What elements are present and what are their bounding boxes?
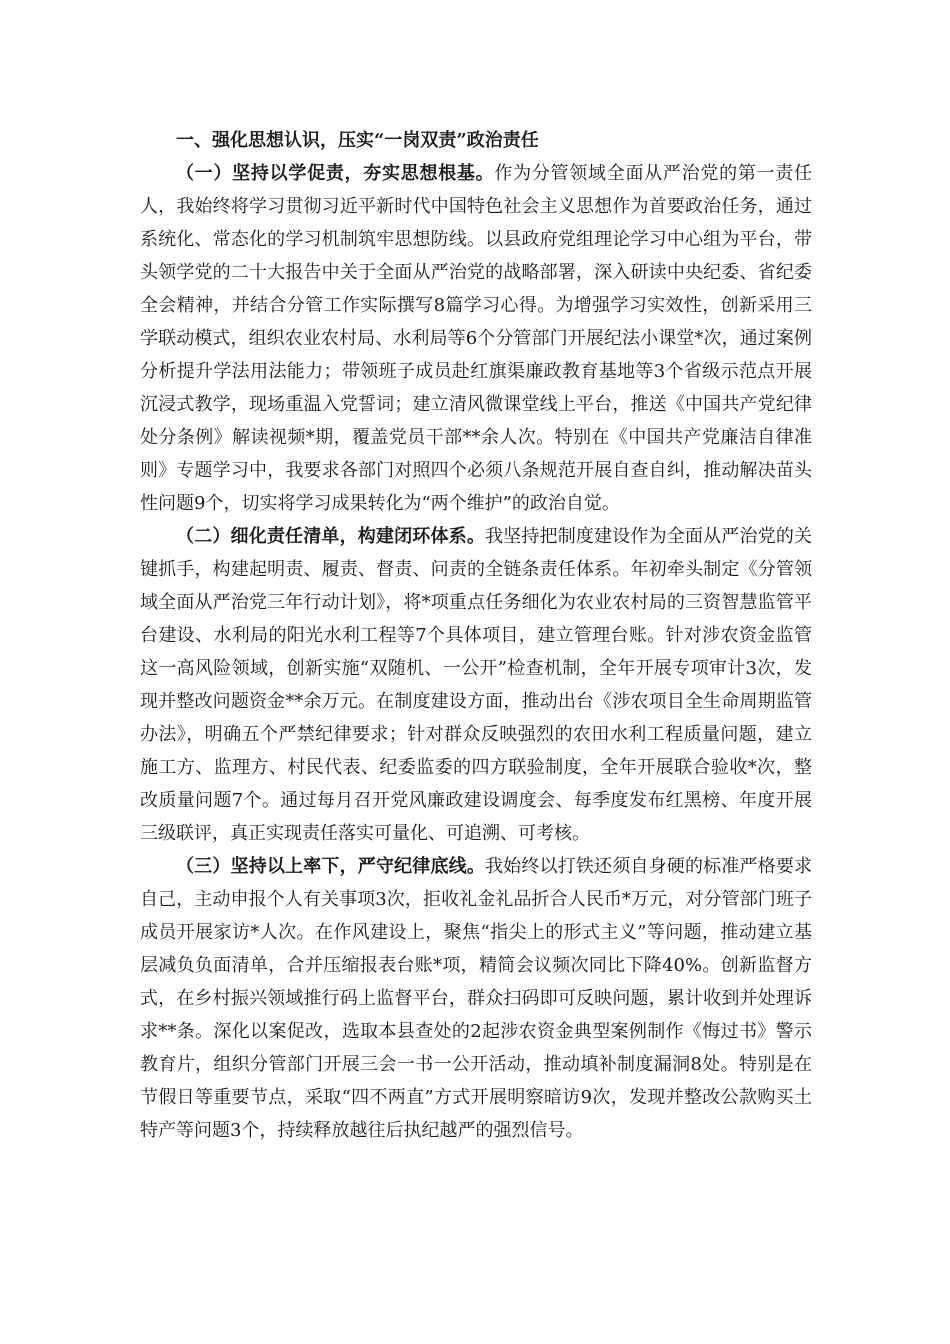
paragraph-lead: （一）坚持以学促责，夯实思想根基。 xyxy=(176,163,495,184)
paragraph-discipline xyxy=(140,850,812,1147)
paragraph-body: 我始终以打铁还须自身硬的标准严格要求自己，主动申报个人有关事项3次，拒收礼金礼品折合人民币*万元，对分管部门班子成员开展家访*人次。在作风建设上，聚焦“指尖上的形式主义”等问题，推动建立基层减负负面清单，合并压缩报表台账*项，精简会议频次同比下降40%。创新监督方式，在乡村振兴领域推行码上监督平台，群众扫码即可反映问题，累计收到并处理诉求**条。深化以案促改，选取本县查处的2起涉农资金典型案例制作《悔过书》警示教育片，组织分管部门开展三会一书一公开活动，推动填补制度漏洞8处。特别是在节假日等重要节点，采取“四不两直”方式开展明察暗访9次，发现并整改公款购买土特产等问题3个，持续释放越往后执纪越严的强烈信号。 xyxy=(140,856,812,1141)
paragraph-responsibility-list xyxy=(140,520,812,850)
section-title: 一、强化思想认识，压实“一岗双责”政治责任 xyxy=(176,130,539,151)
paragraph-study-responsibility xyxy=(140,157,812,520)
paragraph-body: 我坚持把制度建设作为全面从严治党的关键抓手，构建起明责、履责、督责、问责的全链条责任体系。年初牵头制定《分管领域全面从严治党三年行动计划》，将*项重点任务细化为农业农村局的三资智慧监管平台建设、水利局的阳光水利工程等7个具体项目，建立管理台账。针对涉农资金监管这一高风险领域，创新实施“双随机、一公开”检查机制，全年开展专项审计3次，发现并整改问题资金**余万元。在制度建设方面，推动出台《涉农项目全生命周期监管办法》，明确五个严禁纪律要求；针对群众反映强烈的农田水利工程质量问题，建立施工方、监理方、村民代表、纪委监委的四方联验制度，全年开展联合验收*次，整改质量问题7个。通过每月召开党风廉政建设调度会、每季度发布红黑榜、年度开展三级联评，真正实现责任落实可量化、可追溯、可考核。 xyxy=(140,526,812,844)
paragraph-lead: （三）坚持以上率下，严守纪律底线。 xyxy=(176,856,485,877)
paragraph-lead: （二）细化责任清单，构建闭环体系。 xyxy=(176,526,485,547)
document-page xyxy=(140,124,812,1147)
paragraph-body: 作为分管领域全面从严治党的第一责任人，我始终将学习贯彻习近平新时代中国特色社会主义思想作为首要政治任务，通过系统化、常态化的学习机制筑牢思想防线。以县政府党组理论学习中心组为平台，带头领学党的二十大报告中关于全面从严治党的战略部署，深入研读中央纪委、省纪委全会精神，并结合分管工作实际撰写8篇学习心得。为增强学习实效性，创新采用三学联动模式，组织农业农村局、水利局等6个分管部门开展纪法小课堂*次，通过案例分析提升学法用法能力；带领班子成员赴红旗渠廉政教育基地等3个省级示范点开展沉浸式教学，现场重温入党誓词；建立清风微课堂线上平台，推送《中国共产党纪律处分条例》解读视频*期，覆盖党员干部**余人次。特别在《中国共产党廉洁自律准则》专题学习中，我要求各部门对照四个必须八条规范开展自查自纠，推动解决苗头性问题9个，切实将学习成果转化为“两个维护”的政治自觉。 xyxy=(140,163,813,514)
